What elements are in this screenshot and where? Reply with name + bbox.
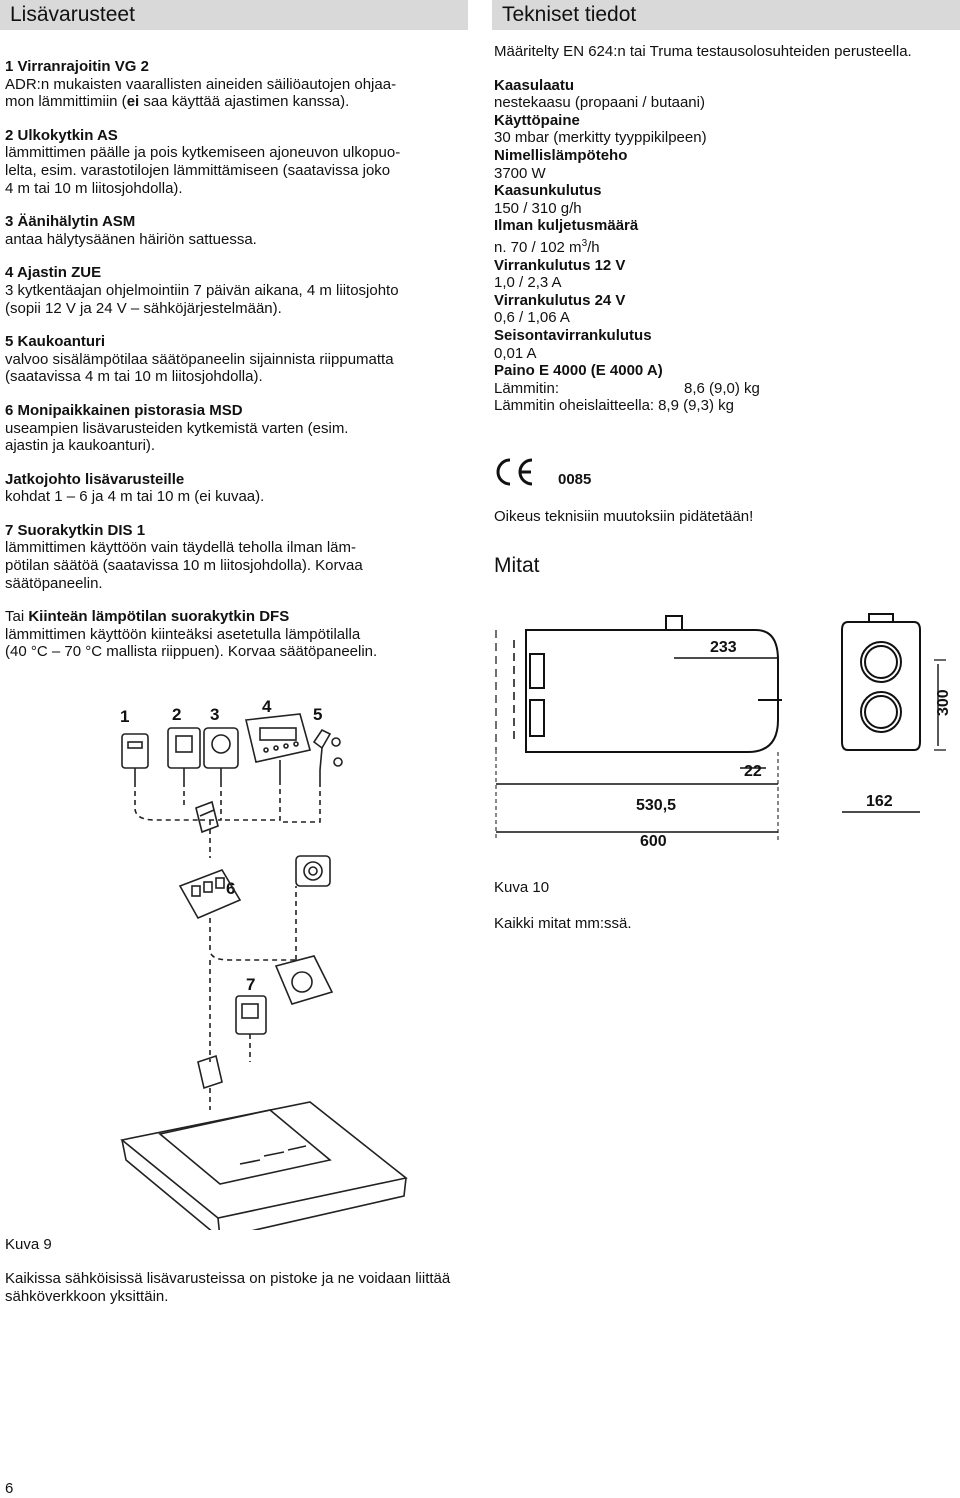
spec-value: 3700 W [494,164,546,182]
accessory-6 [5,402,473,455]
dfs-title: Kiinteän lämpötilan suorakytkin DFS [28,608,290,626]
ce-marking [494,455,591,488]
spec-standby-current [494,327,954,362]
section-title-technical-data: Tekniset tiedot [492,0,960,30]
accessory-2 [5,127,473,197]
figure-number: 4 [262,697,272,716]
weight-value: 8,6 (9,0) kg [684,379,760,397]
figure-number: 7 [246,975,256,994]
spec-label: Paino E 4000 (E 4000 A) [494,362,663,380]
spec-weight [494,362,954,415]
emphasis-text: ei [126,93,140,111]
dimension-drawing [486,600,956,860]
accessory-5-title: 5 Kaukoanturi [5,333,106,351]
figure-10-label: Kuva 10 [494,879,550,896]
weight-row [494,397,954,415]
section-title-accessories: Lisävarusteet [0,0,468,30]
dimension-labels [636,639,952,850]
text-fragment: mon lämmittimiin ( [5,93,127,111]
spec-intro: Määritelty EN 624:n tai Truma testausolosuhteiden perusteella. [494,43,912,60]
dim-162: 162 [866,793,893,810]
accessory-6-text-line: useampien lisävarusteiden kytkemistä varten (esim. [5,419,349,437]
spec-value: 0,6 / 1,06 A [494,309,570,327]
spec-value: 150 / 310 g/h [494,199,582,217]
accessory-1-title: 1 Virranrajoitin VG 2 [5,58,149,75]
spec-label: Ilman kuljetusmäärä [494,217,639,235]
heater-side-view [496,616,782,752]
spec-current-12v [494,257,954,292]
spec-value: 1,0 / 2,3 A [494,274,562,292]
timer-icon [246,714,310,780]
socket-icon [296,856,330,886]
figure-9-label: Kuva 9 [5,1236,52,1253]
accessory-7-title: 7 Suorakytkin DIS 1 [5,521,146,539]
accessory-7 [5,522,473,592]
direct-switch-icon [236,996,266,1034]
dfs-text-line: lämmittimen käyttöön kiinteäksi asetetulla lämpötilalla [5,625,361,643]
ce-number: 0085 [558,471,592,488]
electronics-box-icon [122,1102,406,1230]
figure-number: 2 [172,705,182,724]
current-limiter-icon [122,734,148,782]
spec-nominal-heat-output [494,147,954,182]
text-fragment: /h [587,238,600,256]
accessory-3-title: 3 Äänihälytin ASM [5,213,136,231]
spec-label: Kaasulaatu [494,76,575,94]
accessory-7-text-line: lämmittimen käyttöön vain täydellä teholla ilman läm- [5,539,356,557]
control-panel-icon [276,956,332,1004]
accessory-1-text-line: ADR:n mukaisten vaarallisten aineiden säiliöautojen ohjaa- [5,75,397,93]
accessories-wiring-illustration [100,690,480,1230]
spec-label: Käyttöpaine [494,111,580,129]
figure-number: 6 [226,879,236,898]
ce-mark-icon [494,457,538,487]
accessory-4-title: 4 Ajastin ZUE [5,264,102,282]
remote-sensor-icon [314,730,342,782]
spec-value [494,235,954,257]
external-switch-icon [168,728,200,782]
accessory-4-text-line: (sopii 12 V ja 24 V – sähköjärjestelmään). [5,299,282,317]
dim-22: 22 [744,763,762,780]
accessory-1 [5,58,473,111]
dim-530-5: 530,5 [636,797,677,814]
accessory-2-text-line: lelta, esim. varastotilojen lämmittämiseen (saatavissa joko [5,161,391,179]
text-fragment: Tai [5,608,29,626]
accessory-2-text-line: 4 m tai 10 m liitosjohdolla). [5,179,183,197]
accessory-7-text-line: säätöpaneelin. [5,574,103,592]
spec-label: Kaasunkulutus [494,182,602,200]
alarm-icon [204,728,238,782]
weight-name: Lämmitin oheislaitteella: [494,397,655,415]
figure-number: 3 [210,705,220,724]
spec-gas-consumption [494,182,954,217]
accessory-4-text-line: 3 kytkentäajan ohjelmointiin 7 päivän aikana, 4 m liitosjohto [5,281,399,299]
accessory-5-text-line: (saatavissa 4 m tai 10 m liitosjohdolla). [5,368,263,386]
spec-label: Virrankulutus 12 V [494,256,626,274]
spec-operating-pressure [494,112,954,147]
accessory-2-text-line: lämmittimen päälle ja pois kytkemiseen ajoneuvon ulkopuo- [5,144,401,162]
accessory-extension-cable [5,471,473,506]
connector-icon [196,802,218,832]
page-number: 6 [5,1480,14,1497]
accessory-6-text-line: ajastin ja kaukoanturi). [5,437,156,455]
extension-cable-title: Jatkojohto lisävarusteille [5,470,185,488]
accessory-3-text-line: antaa hälytysäänen häiriön sattuessa. [5,230,257,248]
weight-value: 8,9 (9,3) kg [658,397,734,415]
dfs-text-line: (40 °C – 70 °C mallista riippuen). Korvaa säätöpaneelin. [5,643,378,661]
figure-number: 5 [313,705,323,724]
dim-300: 300 [935,689,952,716]
superscript: 3 [581,237,588,249]
accessory-2-title: 2 Ulkokytkin AS [5,126,118,144]
figure-number: 1 [120,707,130,726]
text-fragment: saa käyttää ajastimen kanssa). [139,93,350,111]
heater-front-view [842,614,920,750]
accessory-1-text-line [5,93,473,111]
accessory-dfs [5,608,473,661]
extension-cable-text-line: kohdat 1 – 6 ja 4 m tai 10 m (ei kuvaa). [5,488,265,506]
figure-9-note: Kaikissa sähköisissä lisävarusteissa on pistoke ja ne voidaan liittää sähköverkkoon yksittäin. [5,1270,451,1305]
spec-label: Nimellislämpöteho [494,146,628,164]
spec-label: Virrankulutus 24 V [494,291,626,309]
technical-data [494,43,954,415]
spec-value: 30 mbar (merkitty tyyppikilpeen) [494,129,707,147]
spec-air-delivery [494,217,954,256]
rights-reserved-note: Oikeus teknisiin muutoksiin pidätetään! [494,508,754,525]
accessory-5 [5,333,473,386]
spec-value: nestekaasu (propaani / butaani) [494,94,705,112]
dim-600: 600 [640,833,667,850]
accessory-4 [5,264,473,317]
text-fragment: n. 70 / 102 m [494,238,582,256]
dimensions-heading: Mitat [494,554,540,577]
accessories-list [5,58,473,677]
spec-gas-type [494,77,954,112]
dim-233: 233 [710,639,737,656]
spec-value: 0,01 A [494,344,537,362]
accessory-6-title: 6 Monipaikkainen pistorasia MSD [5,401,243,419]
spec-label: Seisontavirrankulutus [494,326,652,344]
dfs-title-line [5,608,473,626]
accessory-3 [5,213,473,248]
accessory-7-text-line: pötilan säätöä (saatavissa 10 m liitosjohdolla). Korvaa [5,557,363,575]
spec-current-24v [494,292,954,327]
weight-name: Lämmitin: [494,379,560,397]
accessory-5-text-line: valvoo sisälämpötilaa säätöpaneelin sijainnista riippumatta [5,350,394,368]
weight-row [494,380,954,398]
figure-10-note: Kaikki mitat mm:ssä. [494,915,632,932]
